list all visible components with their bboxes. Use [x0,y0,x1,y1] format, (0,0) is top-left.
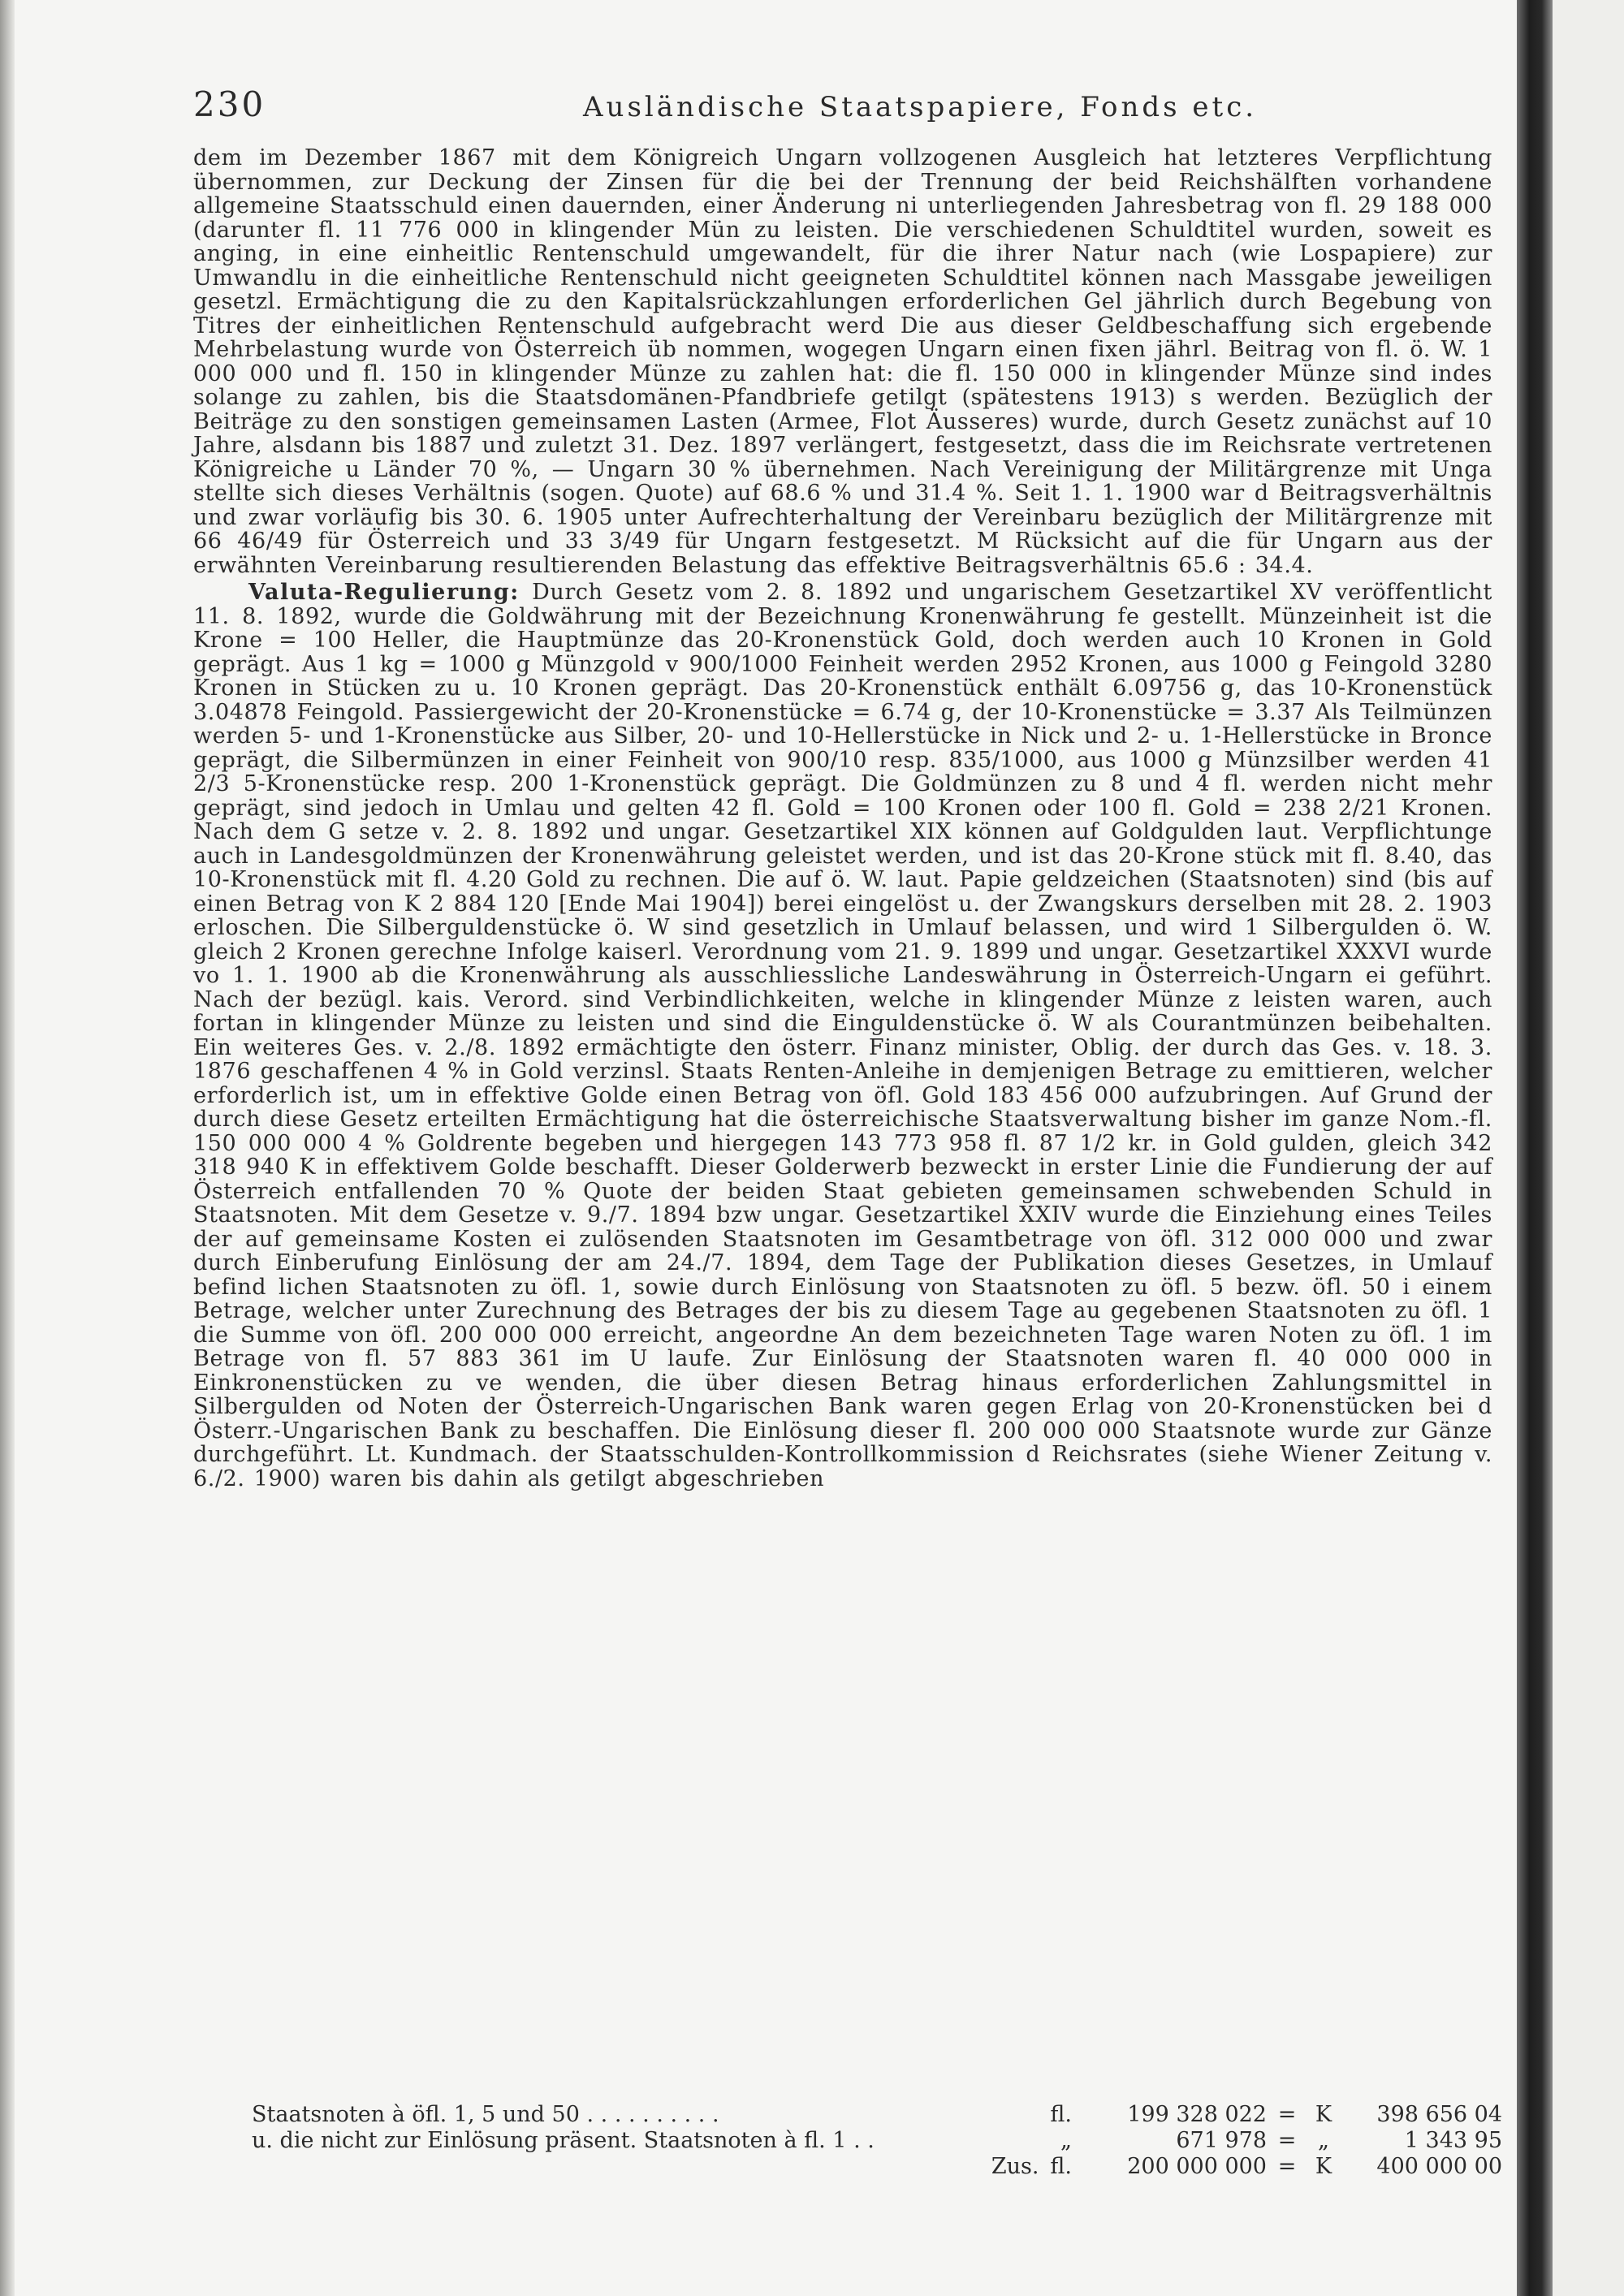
book-gutter [1517,0,1553,2296]
section-heading-valuta: Valuta-Regulierung: [248,580,520,605]
totals-row-currency: fl. [1050,2102,1072,2127]
totals-row-label: Staatsnoten à öfl. 1, 5 und 50 . . . . . . . . . . [252,2102,719,2127]
totals-row [252,2102,1502,2128]
totals-row-label: u. die nicht zur Einlösung präsent. Staatsnoten à fl. 1 . . [252,2128,875,2153]
page-number: 230 [193,84,266,124]
running-head: Ausländische Staatspapiere, Fonds etc. [583,91,1258,123]
totals-row-currency: „ [1060,2128,1072,2153]
totals-row-equals: = [1277,2128,1297,2153]
totals-sum-label: Zus. [991,2154,1039,2179]
totals-row-k: „ [1318,2128,1329,2153]
adjacent-page-edge [1553,0,1624,2296]
totals-sum-k: K [1315,2154,1332,2179]
totals-sum-row [252,2154,1502,2180]
totals-sum-amount: 200 000 000 [1127,2154,1267,2179]
page-left-edge [0,0,15,2296]
totals-row-amount: 671 978 [1176,2128,1267,2153]
paragraph-valuta-text: Durch Gesetz vom 2. 8. 1892 und ungarischem Gesetzartikel XV veröffentlicht 11. 8. 1892, wurde die Goldwährung mit der Bezeichnung Kronenwährung fe gestellt. Münzeinheit ist die Krone = 100 Heller, die Hauptmünze das 20-Kronenstück Gold, doch werden auch 10 Kronen in Gold geprägt. Aus 1 kg = 1000 g Münzgold v 900/1000 Feinheit werden 2952 Kronen, aus 1000 g Feingold 3280 Kronen in Stücken zu u. 10 Kronen geprägt. Das 20-Kronenstück enthält 6.09756 g, das 10-Kronenstück 3.04878 Feingold. Passiergewicht der 20-Kronenstücke = 6.74 g, der 10-Kronenstücke = 3.37 Als Teilmünzen werden 5- und 1-Kronenstücke aus Silber, 20- und 10-Hellerstücke in Nick und 2- u. 1-Hellerstücke in Bronce geprägt, die Silbermünzen in einer Feinheit von 900/10 resp. 835/1000, aus 1000 g Münzsilber werden 41 2/3 5-Kronenstücke resp. 200 1-Kronenstück geprägt. Die Goldmünzen zu 8 und 4 fl. werden nicht mehr geprägt, sind jedoch in Umlau und gelten 42 fl. Gold = 100 Kronen oder 100 fl. Gold = 238 2/21 Kronen. Nach dem G setze v. 2. 8. 1892 und ungar. Gesetzartikel XIX können auf Goldgulden laut. Verpflichtunge auch in Landesgoldmünzen der Kronenwährung geleistet werden, und ist das 20-Krone stück mit fl. 8.40, das 10-Kronenstück mit fl. 4.20 Gold zu rechnen. Die auf ö. W. laut. Papie geldzeichen (Staatsnoten) sind (bis auf einen Betrag von K 2 884 120 [Ende Mai 1904]) berei eingelöst u. der Zwangskurs derselben mit 28. 2. 1903 erloschen. Die Silberguldenstücke ö. W sind gesetzlich in Umlauf belassen, und wird 1 Silbergulden ö. W. gleich 2 Kronen gerechne Infolge kaiserl. Verordnung vom 21. 9. 1899 und ungar. Gesetzartikel XXXVI wurde vo 1. 1. 1900 ab die Kronenwährung als ausschliessliche Landeswährung in Österreich-Ungarn ei geführt. Nach der bezügl. kais. Verord. sind Verbindlichkeiten, welche in klingender Münze z leisten waren, auch fortan in klingender Münze zu leisten und sind die Einguldenstücke ö. W als Courantmünzen beibehalten. Ein weiteres Ges. v. 2./8. 1892 ermächtigte den österr. Finanz minister, Oblig. der durch das Ges. v. 18. 3. 1876 geschaffenen 4 % in Gold verzinsl. Staats Renten-Anleihe in demjenigen Betrage zu emittieren, welcher erforderlich ist, um in effektive Golde einen Betrag von öfl. Gold 183 456 000 aufzubringen. Auf Grund der durch diese Gesetz erteilten Ermächtigung hat die österreichische Staatsverwaltung bisher im ganze Nom.-fl. 150 000 000 4 % Goldrente begeben und hiergegen 143 773 958 fl. 87 1/2 kr. in Gold gulden, gleich 342 318 940 K in effektivem Golde beschafft. Dieser Golderwerb bezweckt in erster Linie die Fundierung der auf Österreich entfallenden 70 % Quote der beiden Staat gebieten gemeinsamen schwebenden Schuld in Staatsnoten. Mit dem Gesetze v. 9./7. 1894 bzw ungar. Gesetzartikel XXIV wurde die Einziehung eines Teiles der auf gemeinsame Kosten ei zulösenden Staatsnoten im Gesamtbetrage von öfl. 312 000 000 und zwar durch Einberufung Einlösung der am 24./7. 1894, dem Tage der Publikation dieses Gesetzes, in Umlauf befind lichen Staatsnoten zu öfl. 1, sowie durch Einlösung von Staatsnoten zu öfl. 5 bezw. öfl. 50 i einem Betrage, welcher unter Zurechnung des Betrages der bis zu diesem Tage au gegebenen Staatsnoten zu öfl. 1 die Summe von öfl. 200 000 000 erreicht, angeordne An dem bezeichneten Tage waren Noten zu öfl. 1 im Betrage von fl. 57 883 361 im U laufe. Zur Einlösung der Staatsnoten waren fl. 40 000 000 in Einkronenstücken zu ve wenden, die über diesen Betrag hinaus erforderlichen Zahlungsmittel in Silbergulden od Noten der Österreich-Ungarischen Bank waren gegen Erlag von 20-Kronenstücken bei d Österr.-Ungarischen Bank zu beschaffen. Die Einlösung dieser fl. 200 000 000 Staatsnote wurde zur Gänze durchgeführt. Lt. Kundmach. der Staatsschulden-Kontrollkommission d Reichsrates (siehe Wiener Zeitung v. 6./2. 1900) waren bis dahin als getilgt abgeschrieben [193,580,1492,1491]
totals-row-k-value: 398 656 04 [1376,2102,1502,2127]
totals-sum-k-value: 400 000 00 [1376,2154,1502,2179]
paragraph-valuta-regulierung [193,580,1492,1491]
totals-row [252,2128,1502,2154]
totals-sum-equals: = [1277,2154,1297,2179]
totals-row-k: K [1315,2102,1332,2127]
paragraph-ausgleich: dem im Dezember 1867 mit dem Königreich Ungarn vollzogenen Ausgleich hat letzteres Verpflichtung übernommen, zur Deckung der Zinsen für die bei der Trennung der beid Reichshälften vorhandene allgemeine Staatsschuld einen dauernden, einer Änderung ni unterliegenden Jahresbetrag von fl. 29 188 000 (darunter fl. 11 776 000 in klingender Mün zu leisten. Die verschiedenen Schuldtitel wurden, soweit es anging, in eine einheitlic Rentenschuld umgewandelt, für die ihrer Natur nach (wie Lospapiere) zur Umwandlu in die einheitliche Rentenschuld nicht geeigneten Schuldtitel können nach Massgabe jeweiligen gesetzl. Ermächtigung die zu den Kapitalsrückzahlungen erforderlichen Gel jährlich durch Begebung von Titres der einheitlichen Rentenschuld aufgebracht werd Die aus dieser Geldbeschaffung sich ergebende Mehrbelastung wurde von Österreich üb nommen, wogegen Ungarn einen fixen jährl. Beitrag von fl. ö. W. 1 000 000 und fl. 150 in klingender Münze zu zahlen hat: die fl. 150 000 in klingender Münze sind indes solange zu zahlen, bis die Staatsdomänen-Pfandbriefe getilgt (spätestens 1913) s werden. Bezüglich der Beiträge zu den sonstigen gemeinsamen Lasten (Armee, Flot Äusseres) wurde, durch Gesetz zunächst auf 10 Jahre, alsdann bis 1887 und zuletzt 31. Dez. 1897 verlängert, festgesetzt, dass die im Reichsrate vertretenen Königreiche u Länder 70 %, — Ungarn 30 % übernehmen. Nach Vereinigung der Militärgrenze mit Unga stellte sich dieses Verhältnis (sogen. Quote) auf 68.6 % und 31.4 %. Seit 1. 1. 1900 war d Beitragsverhältnis und zwar vorläufig bis 30. 6. 1905 unter Aufrechterhaltung der Vereinbaru bezüglich der Militärgrenze mit 66 46/49 für Österreich und 33 3/49 für Ungarn festgesetzt. M Rücksicht auf die für Ungarn aus der erwähnten Vereinbarung resultierenden Belastung das effektive Beitragsverhältnis 65.6 : 34.4. [193,145,1492,578]
body-text [193,146,1492,1494]
totals-table [252,2102,1502,2180]
totals-sum-currency: fl. [1050,2154,1072,2179]
page-header [193,84,1492,133]
totals-row-k-value: 1 343 95 [1404,2128,1502,2153]
totals-row-amount: 199 328 022 [1127,2102,1267,2127]
totals-row-equals: = [1277,2102,1297,2127]
